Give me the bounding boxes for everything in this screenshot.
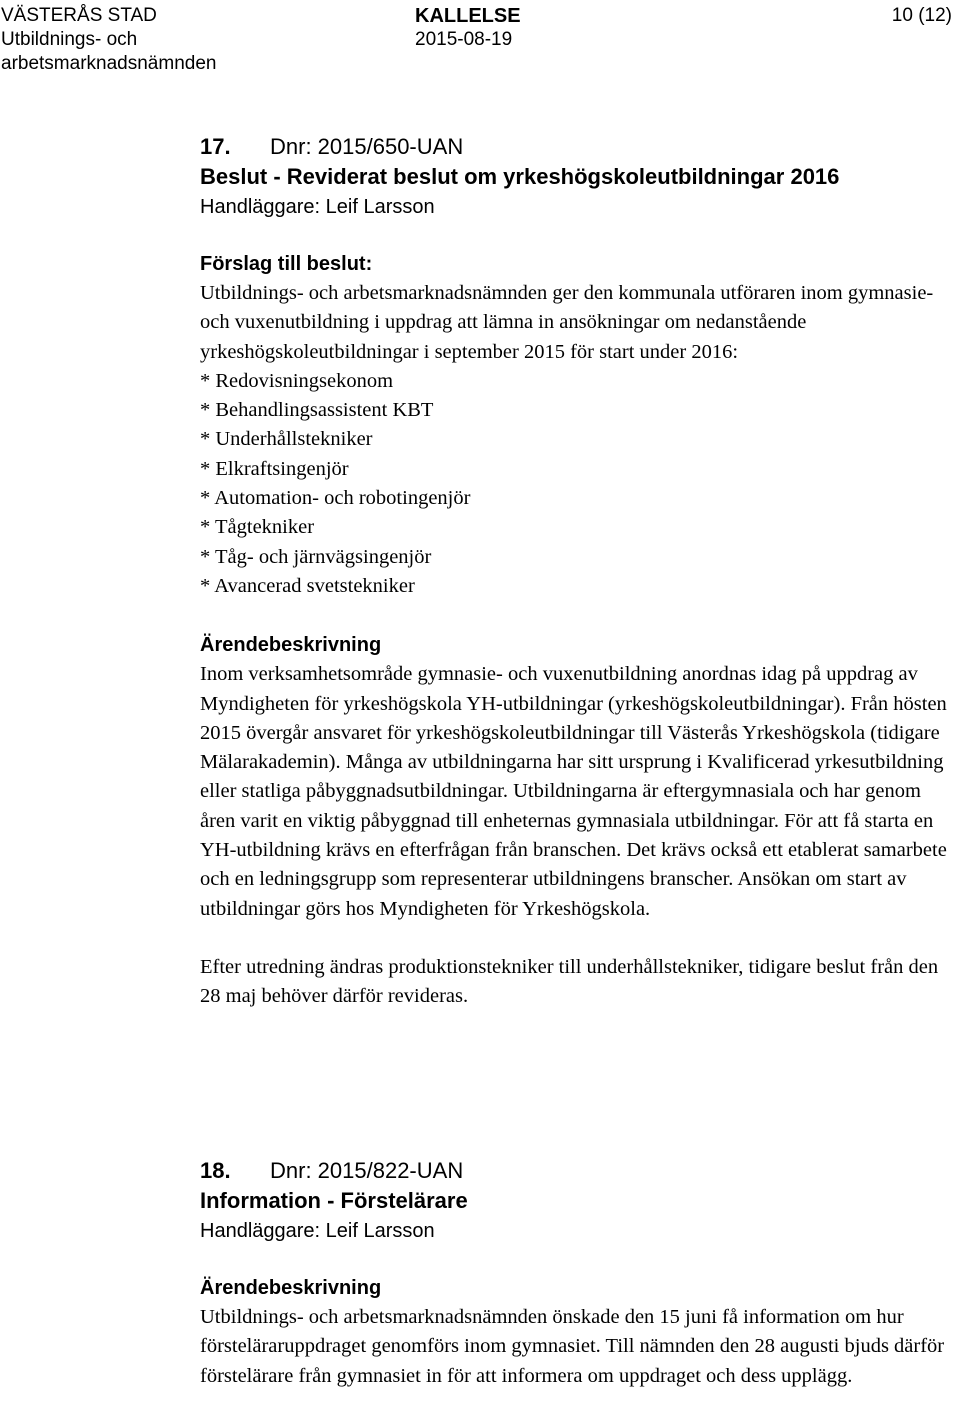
header-right (892, 4, 952, 28)
program-item: * Tåg- och järnvägsingenjör (200, 545, 432, 568)
program-item: * Tågtekniker (200, 516, 315, 539)
description-text: Inom verksamhetsområde gymnasie- och vuxenutbildning anordnas idag på uppdrag av Myndigheten för yrkeshögskola YH-utbildningar (yrkeshögskoleutbildningar). Från hösten 2015 övergår ansvaret för yrkeshögskoleutbildningar till Västerås Yrkeshögskola (tidigare Mälarakademin). Många av utbildningarna har sitt ursprung i Kvalificerad yrkesutbildning eller statliga påbyggnadsutbildningar. Utbildningarna är eftergymnasiala och har genom åren varit en viktig påbyggnad till enheternas gymnasiala utbildningar. För att få starta en YH-utbildning krävs en efterfrågan från branschen. Det krävs också ett etablerat samarbete och en ledningsgrupp som representerar utbildningens branscher. Ansökan om start av utbildningar görs hos Myndigheten för Yrkeshögskola. (200, 663, 947, 920)
description-text: Utbildnings- och arbetsmarknadsnämnden önskade den 15 juni få information om hur försteläraruppdraget genomförs inom gymnasiet. Till nämnden den 28 augusti bjuds därför förstelärare från gymnasiet in för att informera om uppdraget och dess upplägg. (200, 1306, 945, 1387)
program-item: * Elkraftsingenjör (200, 457, 349, 480)
header-left (1, 4, 216, 76)
proposal-heading: Förslag till beslut: (200, 253, 373, 275)
document-type: KALLELSE (415, 5, 521, 27)
description-heading: Ärendebeskrivning (200, 634, 382, 657)
description-text-2: Efter utredning ändras produktionstekniker till underhållstekniker, tidigare beslut från den 28 maj behöver därför revideras. (200, 955, 939, 1008)
agenda-item-18 (200, 1156, 958, 1391)
page-number: 10 (12) (891, 5, 952, 26)
item-handler: Handläggare: Leif Larsson (200, 196, 435, 218)
description-heading: Ärendebeskrivning (200, 1277, 382, 1299)
program-item: * Automation- och robotingenjör (200, 487, 471, 510)
committee-line-2: arbetsmarknadsnämnden (1, 53, 217, 74)
proposal-text: Utbildnings- och arbetsmarknadsnämnden ger den kommunala utföraren inom gymnasie- och vuxenutbildning i uppdrag att lämna in ansökningar om nedanstående yrkeshögskoleutbildningar i september 2015 för start under 2016: (200, 282, 934, 363)
item-title: Information - Förstelärare (200, 1188, 468, 1213)
document-date: 2015-08-19 (415, 29, 513, 50)
header-center (415, 4, 521, 52)
agenda-item-17 (200, 132, 958, 1012)
program-item: * Behandlingsassistent KBT (200, 399, 434, 422)
org-name: VÄSTERÅS STAD (1, 5, 157, 26)
item-title: Beslut - Reviderat beslut om yrkeshögskoleutbildningar 2016 (200, 164, 840, 189)
item-handler: Handläggare: Leif Larsson (200, 1220, 435, 1242)
item-number: 18. (200, 1158, 231, 1183)
program-item: * Avancerad svetstekniker (200, 574, 415, 597)
item-dnr: Dnr: 2015/822-UAN (270, 1158, 464, 1183)
program-list (200, 367, 958, 601)
program-item: * Redovisningsekonom (200, 369, 394, 392)
item-heading (200, 1156, 958, 1186)
item-number: 17. (200, 134, 231, 159)
committee-line-1: Utbildnings- och (1, 29, 138, 50)
program-item: * Underhållstekniker (200, 428, 373, 451)
item-heading (200, 132, 958, 162)
item-dnr: Dnr: 2015/650-UAN (270, 134, 464, 159)
